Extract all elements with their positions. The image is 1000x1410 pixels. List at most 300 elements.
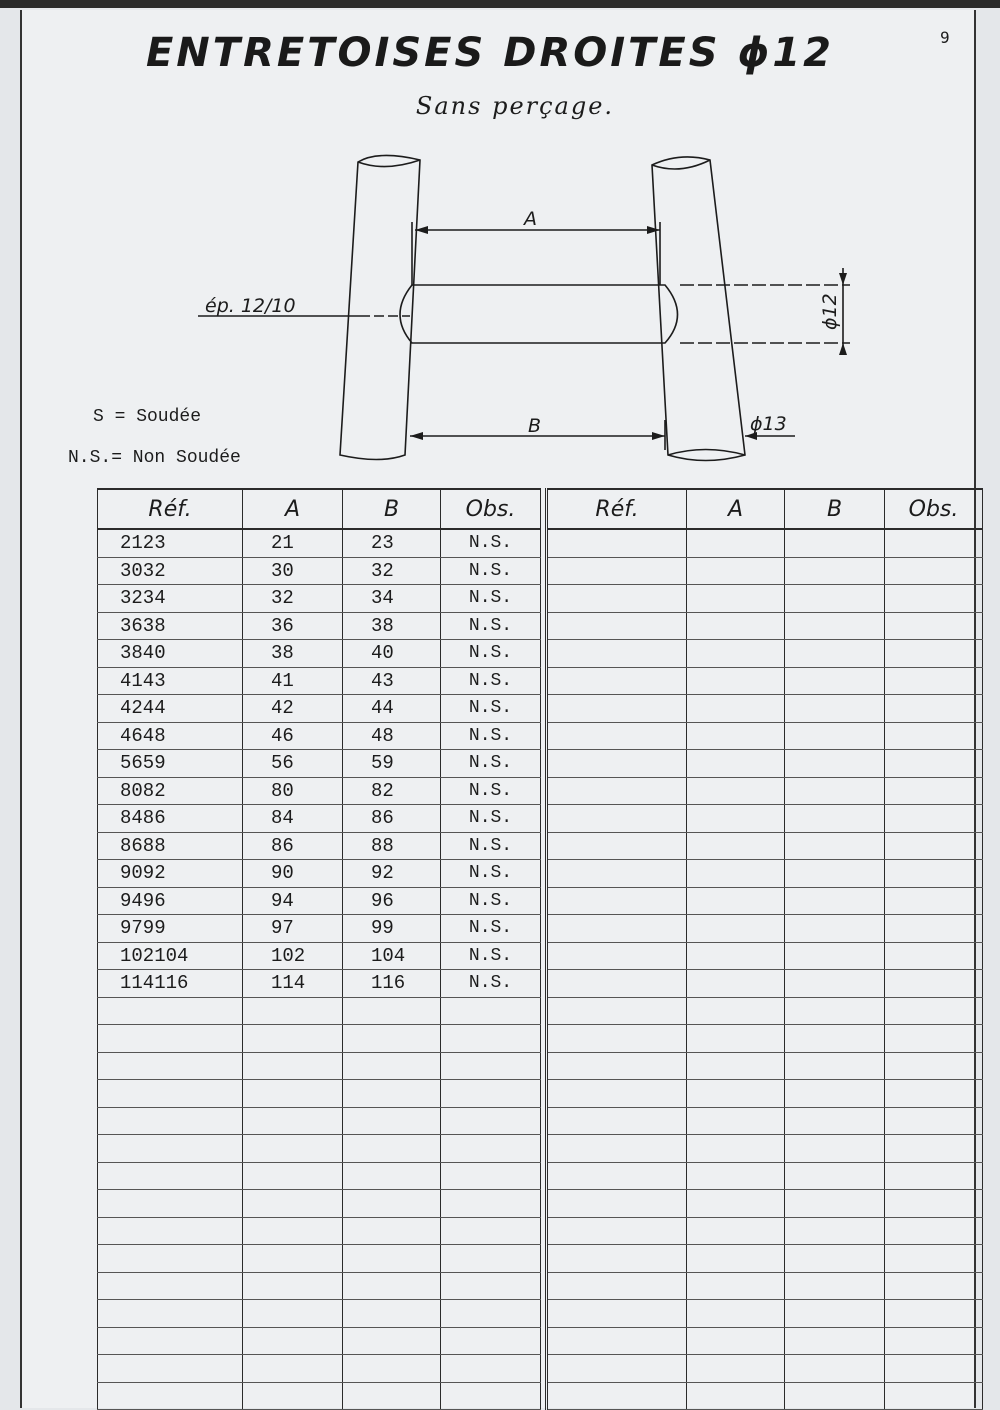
- cell-obs: [441, 1135, 541, 1163]
- cell-obs: N.S.: [441, 970, 541, 998]
- cell-a: [243, 1327, 343, 1355]
- empty-cell: [885, 1080, 983, 1108]
- page-number: 9: [940, 28, 950, 47]
- cell-b: 96: [343, 887, 441, 915]
- cell-b: 44: [343, 695, 441, 723]
- empty-cell: [687, 1300, 785, 1328]
- empty-cell: [785, 640, 885, 668]
- cell-ref: [98, 1080, 243, 1108]
- empty-cell: [687, 1355, 785, 1383]
- label-diam12: ϕ12: [819, 293, 841, 330]
- empty-cell: [785, 1327, 885, 1355]
- cell-obs: N.S.: [441, 529, 541, 557]
- empty-cell: [687, 695, 785, 723]
- empty-cell: [885, 1272, 983, 1300]
- empty-cell: [785, 1190, 885, 1218]
- cell-b: 92: [343, 860, 441, 888]
- table-row: [547, 1217, 983, 1245]
- cell-ref: [98, 1190, 243, 1218]
- cell-a: 38: [243, 640, 343, 668]
- empty-cell: [687, 667, 785, 695]
- legend-non-soudee: N.S.= Non Soudée: [68, 448, 241, 468]
- table-row: [98, 942, 541, 970]
- empty-cell: [785, 805, 885, 833]
- empty-cell: [687, 640, 785, 668]
- empty-cell: [687, 1052, 785, 1080]
- empty-cell: [785, 1382, 885, 1410]
- empty-cell: [547, 1025, 687, 1053]
- cell-b: [343, 1245, 441, 1273]
- empty-cell: [885, 970, 983, 998]
- empty-cell: [885, 832, 983, 860]
- cell-a: [243, 1190, 343, 1218]
- cell-ref: [98, 1217, 243, 1245]
- cell-b: 99: [343, 915, 441, 943]
- header-ref: Réf.: [98, 489, 243, 529]
- table-row: [547, 860, 983, 888]
- cell-ref: 9799: [98, 915, 243, 943]
- empty-cell: [547, 1245, 687, 1273]
- table-row: [547, 1025, 983, 1053]
- cell-ref: 8082: [98, 777, 243, 805]
- cell-obs: N.S.: [441, 805, 541, 833]
- table-row: [98, 970, 541, 998]
- empty-cell: [547, 695, 687, 723]
- table-row: [547, 915, 983, 943]
- empty-cell: [885, 805, 983, 833]
- cell-ref: [98, 1052, 243, 1080]
- table-row: [98, 915, 541, 943]
- cell-a: [243, 1245, 343, 1273]
- empty-cell: [885, 1300, 983, 1328]
- empty-cell: [547, 1217, 687, 1245]
- table-row: [547, 805, 983, 833]
- empty-cell: [785, 915, 885, 943]
- empty-cell: [547, 1107, 687, 1135]
- cell-ref: 3638: [98, 612, 243, 640]
- cell-b: [343, 1272, 441, 1300]
- table-row: [98, 640, 541, 668]
- cell-a: [243, 1355, 343, 1383]
- table-row: [98, 1162, 541, 1190]
- empty-cell: [687, 777, 785, 805]
- table-header-row: [547, 489, 983, 529]
- empty-cell: [885, 915, 983, 943]
- cell-a: 97: [243, 915, 343, 943]
- empty-cell: [687, 585, 785, 613]
- cell-a: 102: [243, 942, 343, 970]
- table-row: [98, 612, 541, 640]
- cell-obs: N.S.: [441, 860, 541, 888]
- empty-cell: [547, 1162, 687, 1190]
- empty-cell: [785, 722, 885, 750]
- reference-table-left: [97, 488, 541, 1410]
- empty-cell: [785, 1217, 885, 1245]
- empty-cell: [687, 557, 785, 585]
- label-b: B: [528, 415, 542, 437]
- empty-cell: [785, 529, 885, 557]
- cell-obs: [441, 1245, 541, 1273]
- empty-cell: [885, 860, 983, 888]
- empty-cell: [547, 1135, 687, 1163]
- cell-obs: N.S.: [441, 832, 541, 860]
- table-row: [98, 1025, 541, 1053]
- empty-cell: [547, 722, 687, 750]
- empty-cell: [885, 722, 983, 750]
- label-diam13: ϕ13: [750, 413, 787, 435]
- empty-cell: [885, 1217, 983, 1245]
- empty-cell: [687, 915, 785, 943]
- table-row: [547, 529, 983, 557]
- table-row: [547, 1190, 983, 1218]
- cell-ref: 4648: [98, 722, 243, 750]
- cell-obs: [441, 1080, 541, 1108]
- cell-a: [243, 1080, 343, 1108]
- empty-cell: [547, 1272, 687, 1300]
- cell-ref: 4143: [98, 667, 243, 695]
- empty-cell: [885, 529, 983, 557]
- cell-a: 42: [243, 695, 343, 723]
- table-row: [98, 860, 541, 888]
- empty-cell: [687, 1162, 785, 1190]
- table-row: [98, 1190, 541, 1218]
- table-row: [98, 667, 541, 695]
- cell-obs: N.S.: [441, 915, 541, 943]
- cell-ref: [98, 1107, 243, 1135]
- cell-a: [243, 1162, 343, 1190]
- cell-ref: [98, 1300, 243, 1328]
- cell-ref: 114116: [98, 970, 243, 998]
- table-row: [98, 585, 541, 613]
- table-body: [98, 529, 541, 1410]
- empty-cell: [547, 942, 687, 970]
- empty-cell: [687, 997, 785, 1025]
- cell-b: [343, 1300, 441, 1328]
- empty-cell: [785, 557, 885, 585]
- cell-obs: N.S.: [441, 887, 541, 915]
- cell-obs: [441, 1107, 541, 1135]
- header-b: B: [785, 489, 885, 529]
- cell-a: 80: [243, 777, 343, 805]
- cell-a: [243, 1135, 343, 1163]
- table-row: [547, 640, 983, 668]
- header-a: A: [243, 489, 343, 529]
- cell-a: 21: [243, 529, 343, 557]
- empty-cell: [547, 750, 687, 778]
- cell-obs: [441, 1300, 541, 1328]
- table-row: [98, 1135, 541, 1163]
- empty-cell: [885, 887, 983, 915]
- table-row: [98, 1052, 541, 1080]
- cell-ref: 4244: [98, 695, 243, 723]
- empty-cell: [687, 1327, 785, 1355]
- page-subtitle: Sans perçage.: [415, 92, 615, 120]
- header-obs: Obs.: [441, 489, 541, 529]
- table-row: [547, 1245, 983, 1273]
- empty-cell: [885, 640, 983, 668]
- table-row: [98, 1245, 541, 1273]
- cell-a: 56: [243, 750, 343, 778]
- table-row: [98, 1080, 541, 1108]
- table-header-row: [98, 489, 541, 529]
- cell-b: 40: [343, 640, 441, 668]
- empty-cell: [785, 1272, 885, 1300]
- empty-cell: [547, 1080, 687, 1108]
- cell-obs: [441, 1162, 541, 1190]
- empty-cell: [687, 1245, 785, 1273]
- table-row: [547, 887, 983, 915]
- empty-cell: [547, 860, 687, 888]
- cell-b: [343, 1382, 441, 1410]
- cell-ref: [98, 1355, 243, 1383]
- spacer-bar: [400, 285, 678, 343]
- cell-b: [343, 997, 441, 1025]
- cell-a: 94: [243, 887, 343, 915]
- label-thickness: ép. 12/10: [205, 295, 296, 317]
- empty-cell: [547, 970, 687, 998]
- cell-ref: 102104: [98, 942, 243, 970]
- table-row: [98, 529, 541, 557]
- empty-cell: [785, 832, 885, 860]
- cell-obs: N.S.: [441, 557, 541, 585]
- empty-cell: [885, 750, 983, 778]
- cell-b: [343, 1355, 441, 1383]
- reference-table-right: [545, 488, 983, 1410]
- empty-cell: [785, 1300, 885, 1328]
- cell-ref: [98, 1272, 243, 1300]
- empty-cell: [885, 1382, 983, 1410]
- empty-cell: [547, 887, 687, 915]
- empty-cell: [687, 750, 785, 778]
- empty-cell: [687, 612, 785, 640]
- table-row: [547, 722, 983, 750]
- cell-ref: [98, 1135, 243, 1163]
- empty-cell: [687, 1217, 785, 1245]
- empty-cell: [885, 1355, 983, 1383]
- empty-cell: [885, 1245, 983, 1273]
- empty-cell: [547, 1327, 687, 1355]
- empty-cell: [785, 1107, 885, 1135]
- cell-obs: [441, 1052, 541, 1080]
- table-row: [98, 750, 541, 778]
- table-row: [98, 557, 541, 585]
- empty-cell: [785, 750, 885, 778]
- table-row: [547, 1327, 983, 1355]
- cell-a: 114: [243, 970, 343, 998]
- empty-cell: [687, 722, 785, 750]
- cell-obs: [441, 1382, 541, 1410]
- empty-cell: [547, 557, 687, 585]
- cell-a: 30: [243, 557, 343, 585]
- empty-cell: [785, 1025, 885, 1053]
- table-row: [547, 997, 983, 1025]
- empty-cell: [547, 1355, 687, 1383]
- cell-b: 116: [343, 970, 441, 998]
- cell-ref: [98, 1327, 243, 1355]
- table-row: [547, 1355, 983, 1383]
- cell-a: 84: [243, 805, 343, 833]
- page-title: ENTRETOISES DROITES ϕ12: [145, 30, 834, 76]
- cell-ref: [98, 997, 243, 1025]
- cell-obs: [441, 1355, 541, 1383]
- empty-cell: [785, 612, 885, 640]
- cell-ref: 3032: [98, 557, 243, 585]
- empty-cell: [547, 1190, 687, 1218]
- empty-cell: [785, 997, 885, 1025]
- cell-a: 41: [243, 667, 343, 695]
- empty-cell: [547, 612, 687, 640]
- header-b: B: [343, 489, 441, 529]
- empty-cell: [687, 1080, 785, 1108]
- cell-a: [243, 1025, 343, 1053]
- cell-ref: 3840: [98, 640, 243, 668]
- empty-cell: [785, 1080, 885, 1108]
- table-row: [547, 1135, 983, 1163]
- empty-cell: [547, 1052, 687, 1080]
- cell-a: 46: [243, 722, 343, 750]
- empty-cell: [885, 585, 983, 613]
- cell-b: [343, 1052, 441, 1080]
- empty-cell: [885, 1025, 983, 1053]
- cell-a: [243, 1272, 343, 1300]
- cell-b: 23: [343, 529, 441, 557]
- cell-ref: 8486: [98, 805, 243, 833]
- empty-cell: [687, 942, 785, 970]
- cell-obs: N.S.: [441, 942, 541, 970]
- empty-cell: [785, 777, 885, 805]
- empty-cell: [687, 1190, 785, 1218]
- empty-cell: [785, 860, 885, 888]
- cell-b: 104: [343, 942, 441, 970]
- table-row: [98, 1107, 541, 1135]
- table-row: [547, 942, 983, 970]
- cell-a: [243, 1217, 343, 1245]
- empty-cell: [885, 557, 983, 585]
- empty-cell: [885, 997, 983, 1025]
- empty-cell: [687, 887, 785, 915]
- empty-cell: [687, 860, 785, 888]
- table-row: [547, 1052, 983, 1080]
- table-row: [98, 805, 541, 833]
- table-body: [547, 529, 983, 1410]
- table-row: [547, 667, 983, 695]
- cell-ref: 9092: [98, 860, 243, 888]
- empty-cell: [885, 1190, 983, 1218]
- empty-cell: [885, 667, 983, 695]
- table-row: [98, 887, 541, 915]
- legend-soudee: S = Soudée: [93, 407, 202, 427]
- empty-cell: [785, 970, 885, 998]
- cell-obs: [441, 1217, 541, 1245]
- cell-obs: N.S.: [441, 585, 541, 613]
- label-a: A: [524, 208, 537, 230]
- right-tube: [652, 157, 745, 461]
- empty-cell: [785, 942, 885, 970]
- empty-cell: [885, 942, 983, 970]
- empty-cell: [547, 1300, 687, 1328]
- left-tube: [340, 155, 420, 459]
- empty-cell: [687, 1025, 785, 1053]
- empty-cell: [547, 832, 687, 860]
- empty-cell: [785, 887, 885, 915]
- cell-b: [343, 1107, 441, 1135]
- empty-cell: [687, 832, 785, 860]
- empty-cell: [547, 915, 687, 943]
- empty-cell: [785, 1052, 885, 1080]
- cell-b: [343, 1162, 441, 1190]
- empty-cell: [687, 805, 785, 833]
- table-row: [98, 832, 541, 860]
- cell-ref: [98, 1025, 243, 1053]
- empty-cell: [547, 805, 687, 833]
- empty-cell: [547, 640, 687, 668]
- cell-obs: N.S.: [441, 667, 541, 695]
- table-row: [547, 1382, 983, 1410]
- cell-obs: N.S.: [441, 750, 541, 778]
- table-row: [547, 585, 983, 613]
- empty-cell: [785, 1162, 885, 1190]
- empty-cell: [687, 970, 785, 998]
- cell-b: 48: [343, 722, 441, 750]
- cell-b: 88: [343, 832, 441, 860]
- cell-obs: N.S.: [441, 640, 541, 668]
- cell-b: 59: [343, 750, 441, 778]
- empty-cell: [547, 777, 687, 805]
- table-row: [98, 1300, 541, 1328]
- table-row: [98, 777, 541, 805]
- empty-cell: [547, 667, 687, 695]
- table-row: [547, 557, 983, 585]
- cell-obs: N.S.: [441, 722, 541, 750]
- table-row: [547, 970, 983, 998]
- table-row: [98, 695, 541, 723]
- cell-obs: N.S.: [441, 695, 541, 723]
- cell-ref: 8688: [98, 832, 243, 860]
- empty-cell: [885, 777, 983, 805]
- cell-b: 32: [343, 557, 441, 585]
- cell-a: 32: [243, 585, 343, 613]
- table-row: [547, 1107, 983, 1135]
- header-obs: Obs.: [885, 489, 983, 529]
- table-row: [547, 612, 983, 640]
- empty-cell: [885, 1327, 983, 1355]
- table-row: [547, 1162, 983, 1190]
- empty-cell: [885, 1135, 983, 1163]
- empty-cell: [785, 667, 885, 695]
- empty-cell: [785, 1355, 885, 1383]
- table-row: [98, 722, 541, 750]
- empty-cell: [687, 1107, 785, 1135]
- cell-obs: [441, 1190, 541, 1218]
- empty-cell: [885, 612, 983, 640]
- cell-b: 43: [343, 667, 441, 695]
- cell-ref: [98, 1382, 243, 1410]
- empty-cell: [885, 1162, 983, 1190]
- table-row: [547, 777, 983, 805]
- cell-ref: 9496: [98, 887, 243, 915]
- table-row: [98, 1272, 541, 1300]
- empty-cell: [785, 695, 885, 723]
- cell-obs: [441, 1025, 541, 1053]
- cell-a: 36: [243, 612, 343, 640]
- cell-a: [243, 1107, 343, 1135]
- empty-cell: [547, 997, 687, 1025]
- empty-cell: [547, 1382, 687, 1410]
- cell-a: [243, 1300, 343, 1328]
- cell-b: 82: [343, 777, 441, 805]
- empty-cell: [885, 695, 983, 723]
- empty-cell: [687, 1272, 785, 1300]
